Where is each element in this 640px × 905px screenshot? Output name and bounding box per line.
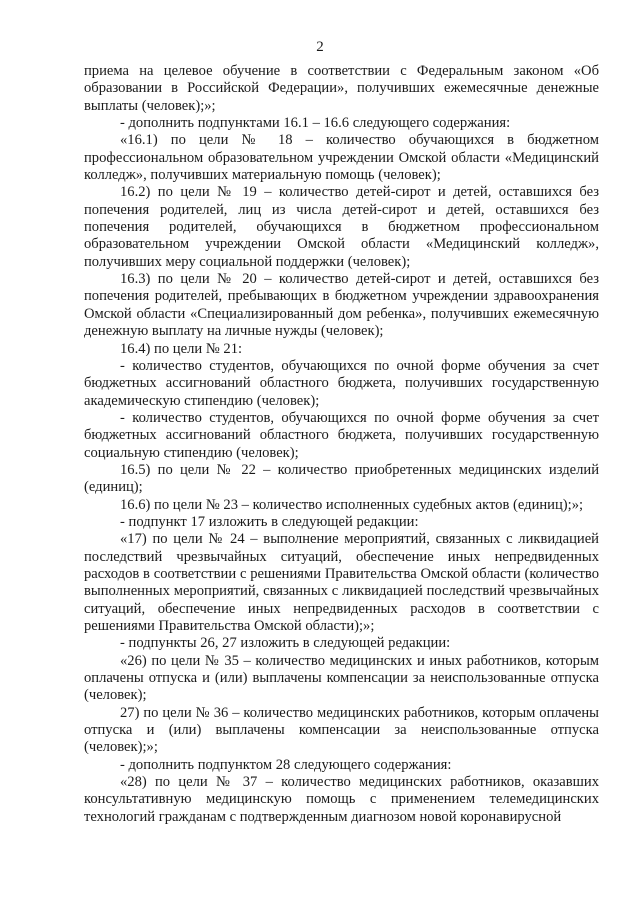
paragraph-academic-stipend: - количество студентов, обучающихся по очной форме обучения за счет бюджетных ассигнований областного бюджета, получивших государственную академическую стипендию (человек); [84, 357, 599, 409]
paragraph-subitem-16-2: 16.2) по цели № 19 – количество детей-сирот и детей, оставшихся без попечения родителей, лиц из числа детей-сирот и детей, оставшихся без попечения родителей, обучающихся в бюджетном профессиональном образовательном учреждении Омской области «Медицинский колледж», получивших меру социальной поддержки (человек); [84, 184, 599, 270]
page-number: 2 [316, 39, 324, 55]
paragraph-item-17: «17) по цели № 24 – выполнение мероприятий, связанных с ликвидацией последствий чрезвычайных ситуаций, обеспечение иных непредвиденных расходов в соответствии с решениями Правительства Омской области (количество выполненных мероприятий, связанных с ликвидацией последствий чрезвычайных ситуаций, обеспечение иных непредвиденных расходов в соответствии с решениями Правительства Омской области);»; [84, 531, 599, 634]
paragraph-subitem-16-5: 16.5) по цели № 22 – количество приобретенных медицинских изделий (единиц); [84, 461, 599, 496]
paragraph-item-28: «28) по цели № 37 – количество медицинских работников, оказавших консультативную медицинскую помощь с применением телемедицинских технологий гражданам с подтвержденным диагнозом новой коронавирусной [84, 774, 599, 825]
paragraph-social-stipend: - количество студентов, обучающихся по очной форме обучения за счет бюджетных ассигнований областного бюджета, получивших государственную социальную стипендию (человек); [84, 409, 599, 461]
paragraph-instruction-add-16-1-16-6: - дополнить подпунктами 16.1 – 16.6 следующего содержания: [120, 115, 511, 132]
paragraph-subitem-16-3: 16.3) по цели № 20 – количество детей-сирот и детей, оставшихся без попечения родителей, пребывающих в бюджетном учреждении здравоохранения Омской области «Специализированный дом ребенка», получивших ежемесячную денежную выплату на личные нужды (человек); [84, 271, 599, 340]
paragraph-item-27: 27) по цели № 36 – количество медицинских работников, которым оплачены отпуска и (или) выплачены компенсации за неиспользованные отпуска (человек);»; [84, 704, 599, 756]
paragraph-subitem-16-6: 16.6) по цели № 23 – количество исполненных судебных актов (единиц);»; [120, 496, 584, 513]
paragraph-continuation: приема на целевое обучение в соответствии с Федеральным законом «Об образовании в Российской Федерации», получивших ежемесячные денежные выплаты (человек);»; [84, 63, 599, 114]
paragraph-instruction-add-28: - дополнить подпунктом 28 следующего содержания: [120, 756, 452, 773]
document-body [84, 63, 599, 826]
paragraph-subitem-16-1: «16.1) по цели № 18 – количество обучающихся в бюджетном профессиональном образовательном учреждении Омской области «Медицинский колледж», получивших материальную помощь (человек); [84, 132, 599, 184]
paragraph-subitem-16-4: 16.4) по цели № 21: [120, 340, 243, 357]
paragraph-item-26: «26) по цели № 35 – количество медицинских и иных работников, которым оплачены отпуска и (или) выплачены компенсации за неиспользованные отпуска (человек); [84, 652, 599, 704]
paragraph-instruction-item-17: - подпункт 17 изложить в следующей редакции: [120, 513, 419, 530]
paragraph-instruction-items-26-27: - подпункты 26, 27 изложить в следующей редакции: [120, 635, 451, 652]
